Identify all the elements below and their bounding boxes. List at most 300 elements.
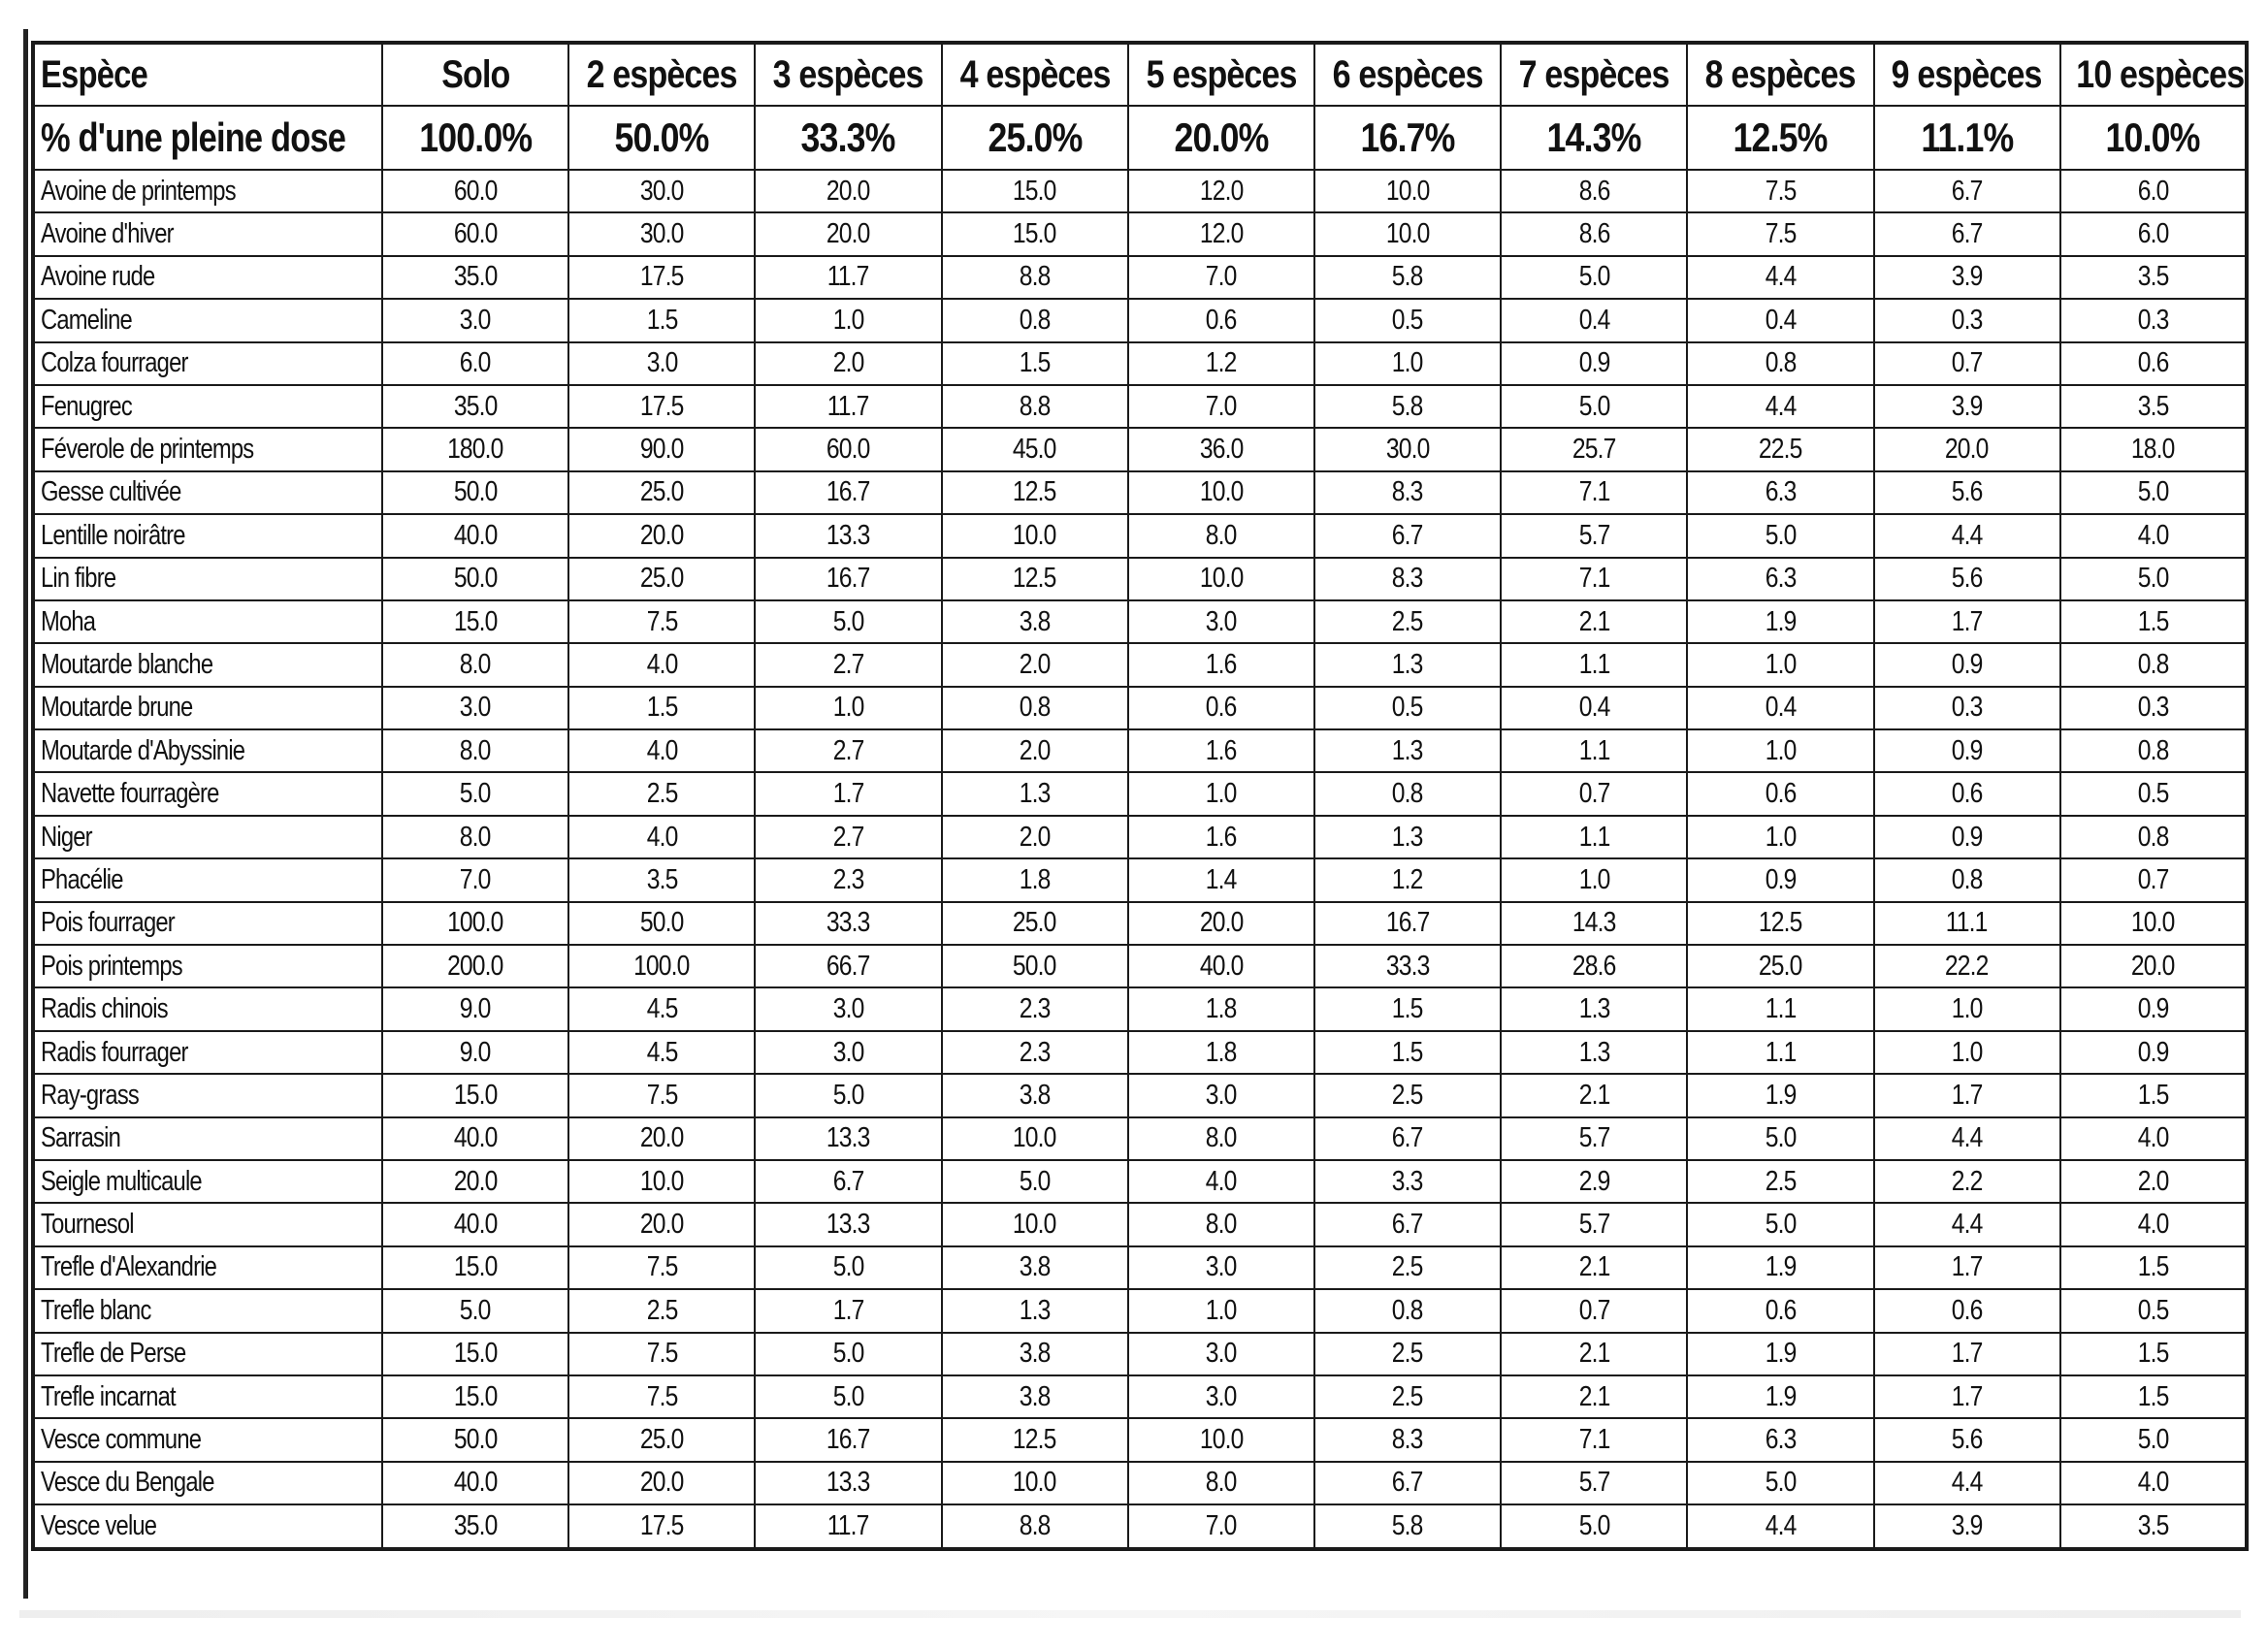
- dose-value: 0.4: [1578, 692, 1610, 724]
- table-row: [33, 1462, 2247, 1504]
- dose-value-cell: [1687, 1333, 1873, 1375]
- dose-value: 40.0: [453, 1467, 498, 1499]
- dose-percent-value: 16.7%: [1360, 114, 1455, 160]
- dose-value: 20.0: [2130, 950, 2175, 982]
- dose-value: 3.9: [1951, 261, 1983, 293]
- dose-value-cell: [942, 1160, 1128, 1203]
- dose-value: 3.8: [1019, 605, 1051, 637]
- dose-value-cell: [2060, 212, 2247, 255]
- dose-value: 0.9: [1765, 863, 1797, 895]
- dose-value: 3.3: [1392, 1165, 1423, 1197]
- dose-value: 3.0: [832, 993, 864, 1025]
- dose-value: 1.3: [1019, 778, 1051, 810]
- species-column-header-text: Espèce: [41, 52, 147, 96]
- dose-value: 8.3: [1392, 1424, 1423, 1456]
- dose-value: 1.8: [1205, 1036, 1237, 1068]
- dose-value-cell: [755, 1462, 941, 1504]
- table-row: [33, 1031, 2247, 1074]
- species-name-cell: [33, 687, 382, 729]
- dose-value-cell: [382, 1160, 568, 1203]
- dose-value: 0.6: [1765, 1294, 1797, 1326]
- dose-value: 3.9: [1951, 1509, 1983, 1541]
- table-row: [33, 385, 2247, 428]
- dose-value-cell: [942, 729, 1128, 772]
- dose-value-cell: [1314, 1074, 1501, 1116]
- dose-value: 4.4: [1765, 1509, 1797, 1541]
- dose-value-cell: [942, 558, 1128, 600]
- species-name: Trefle incarnat: [41, 1380, 176, 1412]
- species-name: Radis fourrager: [41, 1036, 188, 1068]
- dose-value-cell: [1314, 687, 1501, 729]
- dose-value-cell: [1687, 600, 1873, 643]
- dose-value-cell: [1687, 299, 1873, 341]
- dose-value-cell: [942, 1462, 1128, 1504]
- scan-left-edge-rule: [23, 29, 28, 1599]
- dose-value-cell: [1128, 858, 1314, 901]
- dose-value: 15.0: [453, 1338, 498, 1370]
- dose-percent-cell: [1501, 106, 1687, 170]
- dose-value: 4.5: [646, 993, 678, 1025]
- dose-value: 6.7: [1392, 1467, 1423, 1499]
- dose-value-cell: [942, 256, 1128, 299]
- dose-value-cell: [1128, 385, 1314, 428]
- dose-value: 4.0: [2137, 1209, 2169, 1241]
- dose-value-cell: [568, 1289, 755, 1332]
- dose-value: 1.7: [1951, 1079, 1983, 1111]
- dose-value: 8.0: [1205, 519, 1237, 551]
- dose-value: 40.0: [453, 519, 498, 551]
- dose-percent-value: 14.3%: [1546, 114, 1641, 160]
- dose-value-cell: [755, 858, 941, 901]
- dose-value: 6.7: [1951, 175, 1983, 207]
- dose-value: 12.5: [1013, 563, 1056, 595]
- dose-value: 1.3: [1578, 993, 1610, 1025]
- dose-value-cell: [1687, 1504, 1873, 1548]
- dose-value-cell: [1501, 514, 1687, 557]
- dose-value: 13.3: [826, 519, 870, 551]
- table-row: [33, 772, 2247, 815]
- species-name: Navette fourragère: [41, 778, 219, 810]
- dose-value-cell: [1874, 945, 2060, 987]
- species-name-cell: [33, 1117, 382, 1160]
- species-name-cell: [33, 385, 382, 428]
- species-name-cell: [33, 1504, 382, 1548]
- dose-value-cell: [2060, 170, 2247, 212]
- dose-value: 2.5: [1392, 605, 1423, 637]
- dose-value-cell: [568, 772, 755, 815]
- dose-value-cell: [1501, 1246, 1687, 1289]
- dose-value-cell: [942, 1031, 1128, 1074]
- dose-value: 16.7: [826, 476, 870, 508]
- species-name-cell: [33, 256, 382, 299]
- dose-value-cell: [755, 471, 941, 514]
- dose-value: 45.0: [1013, 434, 1056, 466]
- dose-value: 1.9: [1765, 1338, 1797, 1370]
- column-header-text: 2 espèces: [586, 52, 737, 96]
- dose-value: 1.1: [1765, 1036, 1797, 1068]
- dose-value-cell: [2060, 858, 2247, 901]
- dose-value: 3.8: [1019, 1380, 1051, 1412]
- dose-value: 13.3: [826, 1209, 870, 1241]
- dose-value: 0.4: [1578, 304, 1610, 336]
- dose-value-cell: [1501, 1418, 1687, 1461]
- dose-value-cell: [942, 1203, 1128, 1245]
- dose-value-cell: [568, 299, 755, 341]
- dose-value-cell: [1128, 987, 1314, 1030]
- dose-value: 36.0: [1199, 434, 1244, 466]
- species-name-cell: [33, 471, 382, 514]
- dose-value: 2.7: [832, 821, 864, 853]
- dose-value-cell: [1874, 385, 2060, 428]
- dose-value-cell: [568, 1203, 755, 1245]
- dose-value-cell: [755, 987, 941, 1030]
- species-name: Vesce velue: [41, 1509, 157, 1541]
- dose-value: 11.1: [1946, 907, 1988, 939]
- dose-value: 20.0: [639, 519, 684, 551]
- species-name: Trefle de Perse: [41, 1338, 186, 1370]
- dose-value-cell: [1501, 342, 1687, 385]
- dose-value: 6.0: [2137, 218, 2169, 250]
- dose-value-cell: [568, 514, 755, 557]
- species-name-cell: [33, 558, 382, 600]
- dose-value-cell: [1501, 1289, 1687, 1332]
- dose-value: 5.0: [1578, 390, 1610, 422]
- dose-value: 3.0: [460, 304, 491, 336]
- dose-value: 25.0: [639, 563, 684, 595]
- dose-value: 2.5: [1392, 1251, 1423, 1283]
- dose-value-cell: [1687, 1031, 1873, 1074]
- dose-value-cell: [1128, 1289, 1314, 1332]
- column-header-solo: [382, 43, 568, 106]
- dose-value-cell: [1874, 299, 2060, 341]
- dose-value-cell: [1687, 816, 1873, 858]
- dose-value: 2.5: [646, 1294, 678, 1326]
- dose-value: 5.6: [1951, 476, 1983, 508]
- dose-value-cell: [1314, 1504, 1501, 1548]
- species-name: Seigle multicaule: [41, 1165, 202, 1197]
- dose-value-cell: [755, 643, 941, 686]
- column-header-text: Solo: [440, 52, 510, 96]
- dose-value-cell: [1501, 772, 1687, 815]
- dose-value-cell: [568, 1462, 755, 1504]
- dose-value-cell: [1687, 945, 1873, 987]
- dose-value-cell: [568, 858, 755, 901]
- dose-value: 20.0: [826, 175, 870, 207]
- dose-value: 0.8: [2137, 648, 2169, 680]
- dose-value: 6.7: [1392, 1122, 1423, 1154]
- dose-value: 0.6: [1205, 304, 1237, 336]
- dose-value: 100.0: [633, 950, 690, 982]
- dose-value-cell: [942, 772, 1128, 815]
- dose-value: 5.0: [832, 1079, 864, 1111]
- dose-value: 2.3: [1019, 1036, 1051, 1068]
- dose-value: 9.0: [460, 993, 491, 1025]
- species-name: Avoine d'hiver: [41, 218, 174, 250]
- dose-value-cell: [568, 428, 755, 470]
- dose-value-cell: [755, 299, 941, 341]
- species-name-cell: [33, 212, 382, 255]
- dose-value: 17.5: [639, 261, 684, 293]
- dose-value: 0.3: [1951, 304, 1983, 336]
- dose-value-cell: [1128, 212, 1314, 255]
- dose-value-cell: [1687, 471, 1873, 514]
- dose-value: 2.0: [1019, 734, 1051, 766]
- dose-value: 0.6: [1951, 1294, 1983, 1326]
- scan-bottom-shadow: [19, 1610, 2241, 1618]
- column-header-text: 9 espèces: [1892, 52, 2043, 96]
- dose-value: 3.8: [1019, 1251, 1051, 1283]
- dose-value-cell: [755, 945, 941, 987]
- dose-value: 3.0: [1205, 1380, 1237, 1412]
- column-header-2-especes: [568, 43, 755, 106]
- dose-value: 1.5: [1392, 1036, 1423, 1068]
- dose-percent-value: 100.0%: [419, 114, 533, 160]
- table-row: [33, 945, 2247, 987]
- table-row: [33, 1203, 2247, 1245]
- dose-value-cell: [382, 945, 568, 987]
- dose-value-cell: [1314, 471, 1501, 514]
- dose-value: 4.0: [646, 734, 678, 766]
- dose-value: 100.0: [447, 907, 503, 939]
- species-name: Ray-grass: [41, 1079, 139, 1111]
- dose-value-cell: [2060, 687, 2247, 729]
- dose-percent-cell: [942, 106, 1128, 170]
- species-name: Moutarde blanche: [41, 648, 213, 680]
- dose-value: 6.7: [1392, 519, 1423, 551]
- dose-value: 3.8: [1019, 1338, 1051, 1370]
- dose-value: 4.0: [2137, 519, 2169, 551]
- dose-value: 0.7: [1578, 778, 1610, 810]
- table-row: [33, 514, 2247, 557]
- species-name-cell: [33, 987, 382, 1030]
- dose-value: 5.0: [460, 1294, 491, 1326]
- dose-percent-label-text: % d'une pleine dose: [41, 114, 346, 160]
- dose-value-cell: [1314, 1375, 1501, 1418]
- dose-value-cell: [1314, 558, 1501, 600]
- dose-value-cell: [2060, 1203, 2247, 1245]
- dose-value: 0.4: [1765, 692, 1797, 724]
- dose-value: 2.5: [1392, 1380, 1423, 1412]
- dose-percent-cell: [1128, 106, 1314, 170]
- dose-value: 1.0: [1765, 648, 1797, 680]
- dose-value: 17.5: [639, 1509, 684, 1541]
- dose-value: 1.1: [1578, 734, 1610, 766]
- dose-value: 13.3: [826, 1467, 870, 1499]
- dose-value-cell: [1501, 1333, 1687, 1375]
- dose-value: 0.8: [1951, 863, 1983, 895]
- dose-value: 0.3: [1951, 692, 1983, 724]
- species-name-cell: [33, 1203, 382, 1245]
- dose-value-cell: [1128, 558, 1314, 600]
- dose-value-cell: [1314, 1246, 1501, 1289]
- species-name-cell: [33, 902, 382, 945]
- dose-value: 3.0: [832, 1036, 864, 1068]
- dose-value-cell: [382, 471, 568, 514]
- dose-value: 0.9: [2137, 1036, 2169, 1068]
- dose-value: 7.5: [646, 605, 678, 637]
- dose-value: 1.0: [1951, 993, 1983, 1025]
- dose-value: 5.7: [1578, 1467, 1610, 1499]
- dose-value-cell: [2060, 1117, 2247, 1160]
- dose-value-cell: [2060, 299, 2247, 341]
- dose-value-cell: [1314, 858, 1501, 901]
- dose-value: 3.5: [2137, 390, 2169, 422]
- species-name-cell: [33, 1289, 382, 1332]
- dose-value-cell: [1128, 1246, 1314, 1289]
- dose-value: 2.1: [1578, 1338, 1610, 1370]
- dose-value-cell: [1874, 1462, 2060, 1504]
- dose-value-cell: [568, 1246, 755, 1289]
- dose-value: 6.7: [1392, 1209, 1423, 1241]
- dose-value-cell: [1874, 1246, 2060, 1289]
- dose-value: 0.5: [1392, 304, 1423, 336]
- dose-value-cell: [1501, 170, 1687, 212]
- dose-value-cell: [1501, 212, 1687, 255]
- dose-value-cell: [382, 385, 568, 428]
- dose-value: 50.0: [1013, 950, 1056, 982]
- column-header-3-especes: [755, 43, 941, 106]
- dose-value-cell: [382, 1203, 568, 1245]
- dose-value: 25.0: [639, 1424, 684, 1456]
- dose-value: 0.7: [1578, 1294, 1610, 1326]
- species-name-cell: [33, 643, 382, 686]
- dose-value-cell: [568, 342, 755, 385]
- dose-value-cell: [1874, 342, 2060, 385]
- dose-value: 18.0: [2130, 434, 2175, 466]
- dose-value-cell: [382, 1117, 568, 1160]
- dose-value: 10.0: [639, 1165, 684, 1197]
- dose-value: 2.2: [1951, 1165, 1983, 1197]
- dose-value: 50.0: [639, 907, 684, 939]
- dose-value-cell: [1128, 600, 1314, 643]
- dose-value-cell: [1874, 1418, 2060, 1461]
- dose-value: 12.5: [1759, 907, 1802, 939]
- dose-value-cell: [2060, 514, 2247, 557]
- dose-value: 15.0: [453, 605, 498, 637]
- dose-value: 4.4: [1765, 261, 1797, 293]
- species-name-cell: [33, 816, 382, 858]
- dose-value: 35.0: [453, 390, 498, 422]
- table-row: [33, 170, 2247, 212]
- dose-value-cell: [1874, 643, 2060, 686]
- dose-value: 5.0: [1578, 261, 1610, 293]
- seeding-dose-table: [31, 41, 2249, 1551]
- dose-value: 1.3: [1578, 1036, 1610, 1068]
- dose-value-cell: [1128, 1375, 1314, 1418]
- species-name: Gesse cultivée: [41, 476, 181, 508]
- dose-value: 3.5: [646, 863, 678, 895]
- table-row: [33, 1289, 2247, 1332]
- dose-value-cell: [2060, 1031, 2247, 1074]
- dose-percent-cell: [568, 106, 755, 170]
- dose-value-cell: [382, 514, 568, 557]
- dose-value: 4.0: [1205, 1165, 1237, 1197]
- dose-value: 0.9: [1951, 821, 1983, 853]
- dose-value: 5.0: [1019, 1165, 1051, 1197]
- dose-value: 8.0: [460, 821, 491, 853]
- dose-value-cell: [755, 902, 941, 945]
- dose-value-cell: [568, 1074, 755, 1116]
- dose-percent-row: [33, 106, 2247, 170]
- dose-value: 5.8: [1392, 390, 1423, 422]
- dose-value-cell: [568, 1031, 755, 1074]
- dose-value: 5.0: [1765, 519, 1797, 551]
- dose-value-cell: [1687, 212, 1873, 255]
- species-name-cell: [33, 1246, 382, 1289]
- dose-value-cell: [1501, 1074, 1687, 1116]
- dose-value: 1.3: [1392, 648, 1423, 680]
- dose-value: 1.0: [832, 692, 864, 724]
- dose-value-cell: [1314, 170, 1501, 212]
- dose-value: 33.3: [1385, 950, 1430, 982]
- dose-value: 1.8: [1019, 863, 1051, 895]
- dose-value: 2.0: [1019, 648, 1051, 680]
- dose-value-cell: [1687, 729, 1873, 772]
- dose-value: 10.0: [1013, 1209, 1056, 1241]
- column-header-text: 8 espèces: [1704, 52, 1856, 96]
- dose-value-cell: [382, 902, 568, 945]
- dose-value: 20.0: [1945, 434, 1989, 466]
- dose-value: 20.0: [639, 1122, 684, 1154]
- dose-value-cell: [2060, 643, 2247, 686]
- dose-value: 1.5: [2137, 1338, 2169, 1370]
- dose-value: 3.9: [1951, 390, 1983, 422]
- dose-value-cell: [2060, 1504, 2247, 1548]
- dose-value-cell: [1314, 816, 1501, 858]
- dose-value-cell: [1687, 1117, 1873, 1160]
- dose-value-cell: [1128, 1462, 1314, 1504]
- dose-value: 1.6: [1205, 821, 1237, 853]
- dose-value-cell: [1501, 558, 1687, 600]
- dose-value-cell: [1314, 987, 1501, 1030]
- dose-value-cell: [1314, 1117, 1501, 1160]
- dose-value-cell: [2060, 1289, 2247, 1332]
- species-name-cell: [33, 1418, 382, 1461]
- dose-value: 0.8: [1019, 304, 1051, 336]
- dose-value: 0.8: [1392, 1294, 1423, 1326]
- dose-value: 10.0: [1199, 476, 1244, 508]
- dose-value-cell: [942, 342, 1128, 385]
- dose-value: 33.3: [826, 907, 870, 939]
- dose-value-cell: [568, 256, 755, 299]
- dose-value: 5.0: [832, 1380, 864, 1412]
- dose-value-cell: [2060, 342, 2247, 385]
- dose-value-cell: [755, 1203, 941, 1245]
- dose-value: 20.0: [826, 218, 870, 250]
- table-row: [33, 600, 2247, 643]
- column-header-row: [33, 43, 2247, 106]
- dose-value-cell: [942, 1375, 1128, 1418]
- dose-value-cell: [2060, 945, 2247, 987]
- column-header-8-especes: [1687, 43, 1873, 106]
- dose-value: 10.0: [1385, 218, 1430, 250]
- dose-value: 0.7: [1951, 347, 1983, 379]
- dose-value-cell: [942, 1074, 1128, 1116]
- column-header-text: 6 espèces: [1332, 52, 1483, 96]
- dose-value-cell: [382, 1074, 568, 1116]
- dose-value-cell: [1314, 643, 1501, 686]
- dose-value: 20.0: [639, 1209, 684, 1241]
- dose-value: 10.0: [1385, 175, 1430, 207]
- dose-value-cell: [1314, 945, 1501, 987]
- dose-value: 15.0: [453, 1251, 498, 1283]
- dose-value: 4.5: [646, 1036, 678, 1068]
- dose-value-cell: [942, 1333, 1128, 1375]
- table-row: [33, 1418, 2247, 1461]
- dose-value: 50.0: [453, 1424, 498, 1456]
- species-column-header: [33, 43, 382, 106]
- dose-value: 20.0: [1199, 907, 1244, 939]
